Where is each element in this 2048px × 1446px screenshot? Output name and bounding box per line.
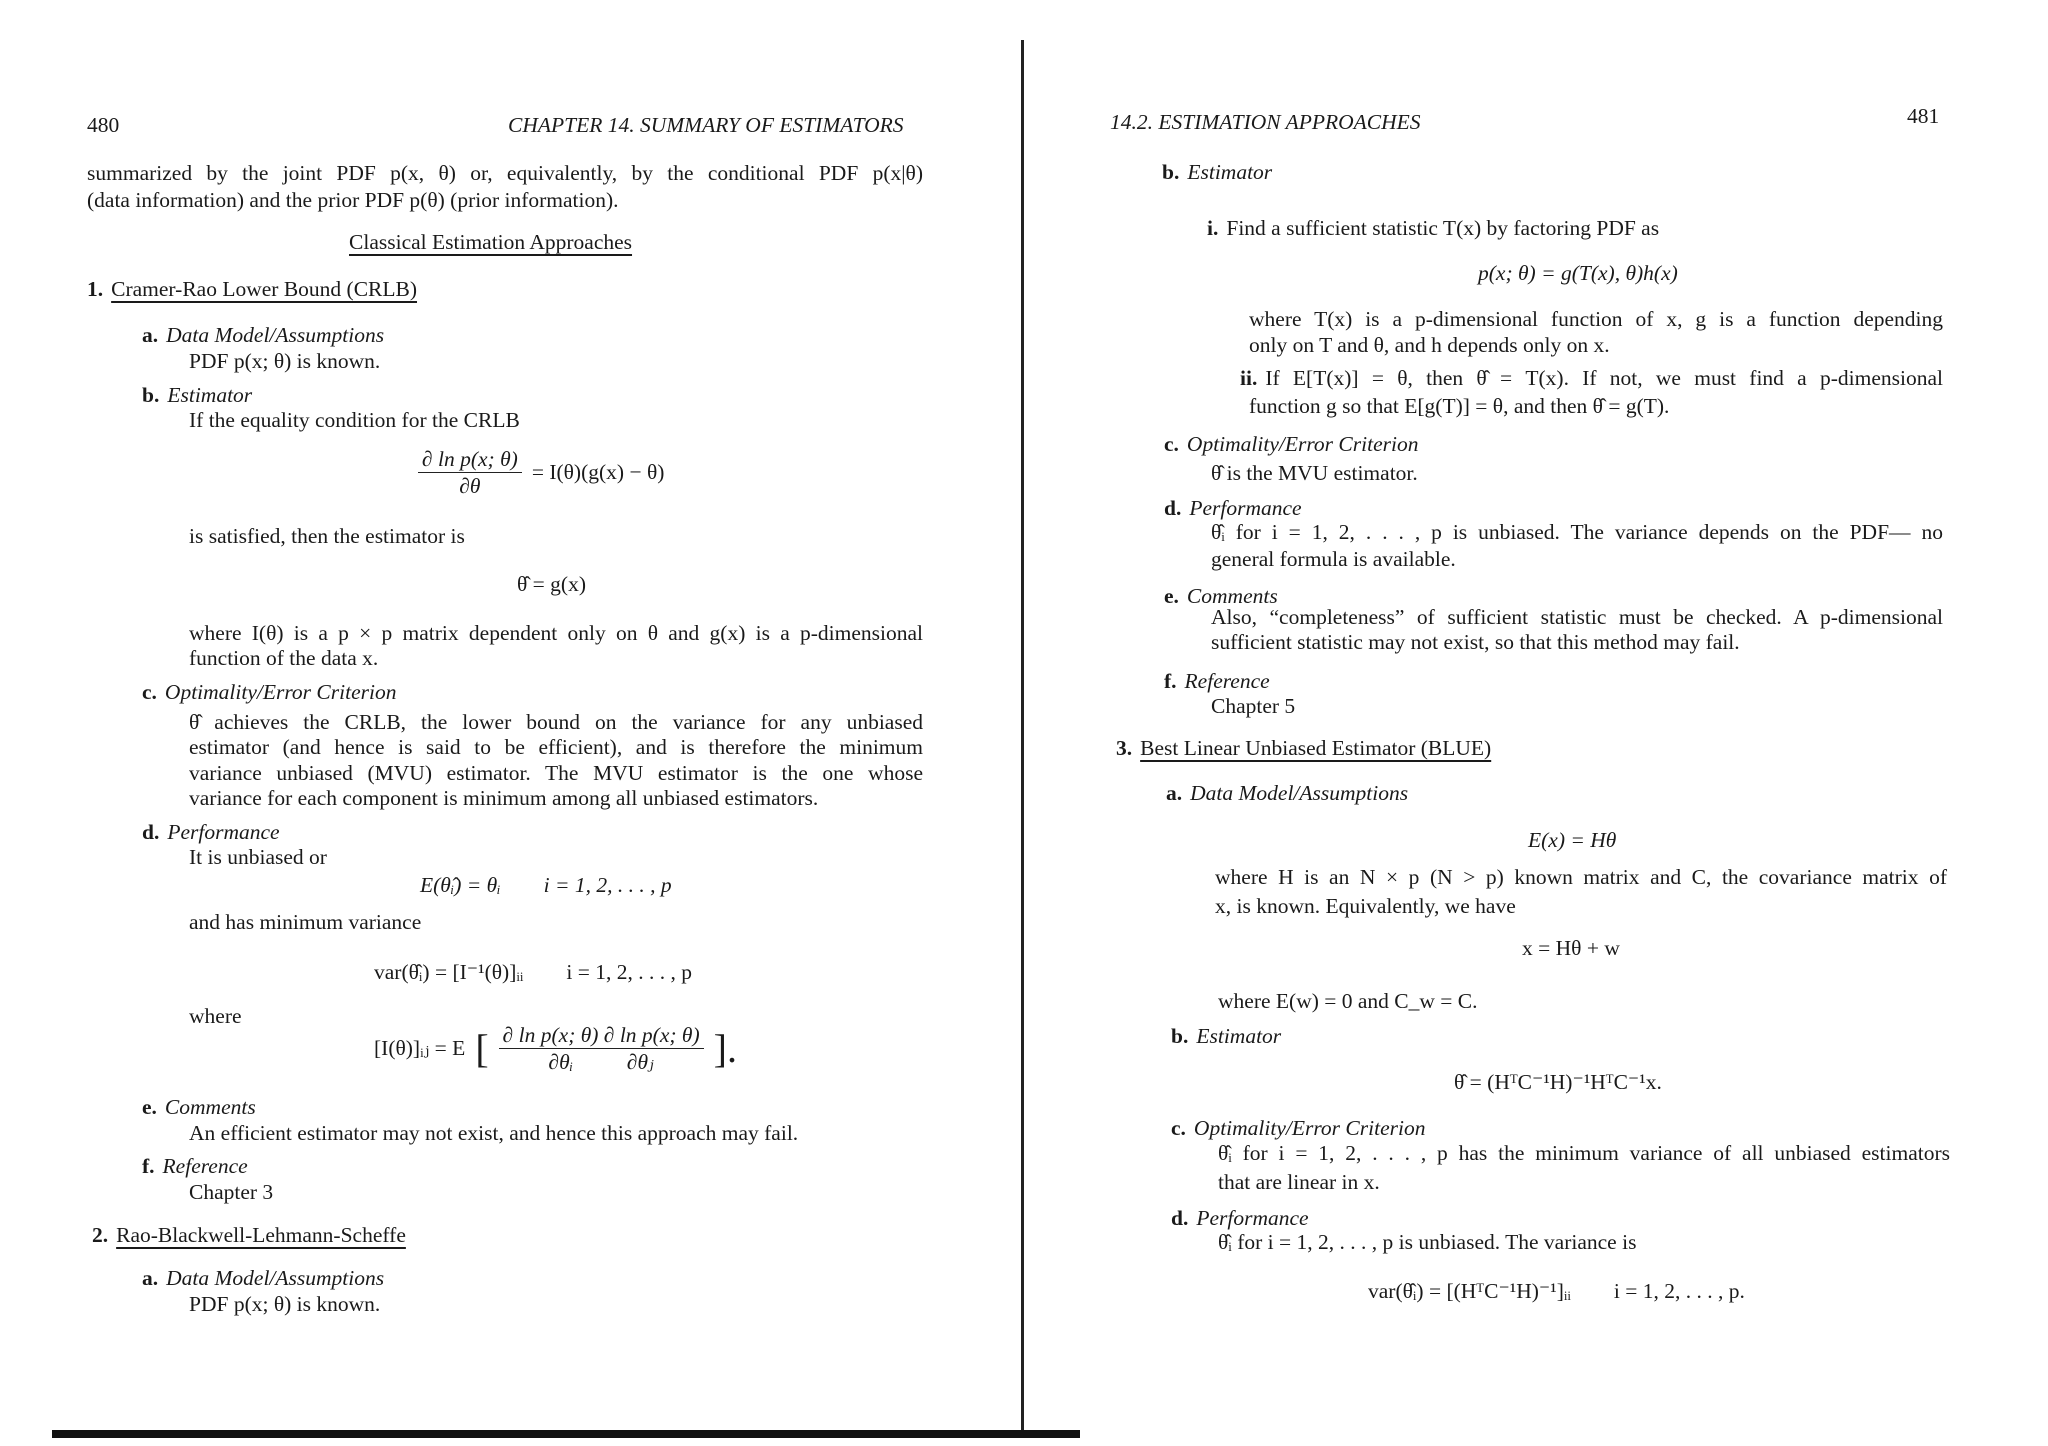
body-text: PDF p(x; θ) is known.: [189, 349, 381, 373]
body-text: is satisfied, then the estimator is: [189, 524, 465, 548]
method-title: Cramer-Rao Lower Bound (CRLB): [111, 277, 418, 301]
body-text: An efficient estimator may not exist, and hence this approach may fail.: [189, 1121, 799, 1145]
body-text: θ̂ᵢ for i = 1, 2, . . . , p is unbiased. The variance depends on the PDF— no: [1211, 520, 1943, 544]
body-text: Find a sufficient statistic T(x) by factoring PDF as: [1226, 216, 1660, 240]
sub-label: a.: [142, 323, 159, 347]
sub-title: Data Model/Assumptions: [1190, 781, 1409, 805]
sub-title: Performance: [1189, 496, 1302, 520]
equation: var(θ̂ᵢ) = [(HᵀC⁻¹H)⁻¹]ᵢᵢ i = 1, 2, . . . , p.: [1368, 1279, 1745, 1303]
body-text: θ̂ is the MVU estimator.: [1211, 461, 1418, 485]
body-text: only on T and θ, and h depends only on x.: [1249, 333, 1610, 357]
body-text: Also, “completeness” of sufficient statistic must be checked. A p-dimensional: [1211, 605, 1943, 629]
sub-label: d.: [1164, 496, 1182, 520]
body-text: where E(w) = 0 and C_w = C.: [1218, 989, 1478, 1013]
body-text: function of the data x.: [189, 646, 379, 670]
sub-title: Comments: [164, 1095, 256, 1119]
item-number: 3.: [1116, 736, 1133, 760]
page-number: 480: [87, 113, 120, 137]
method-title: Rao-Blackwell-Lehmann-Scheffe: [116, 1223, 406, 1247]
sub-label: ii.: [1240, 366, 1258, 390]
sub-title: Estimator: [1196, 1024, 1282, 1048]
body-text: Chapter 5: [1211, 694, 1296, 718]
sub-label: c.: [142, 680, 157, 704]
body-text: function g so that E[g(T)] = θ, and then θ̂ = g(T).: [1249, 394, 1670, 418]
sub-label: e.: [1164, 584, 1179, 608]
section-title: Classical Estimation Approaches: [349, 230, 633, 254]
sub-title: Reference: [1184, 669, 1270, 693]
sub-label: a.: [1166, 781, 1183, 805]
sub-label: a.: [142, 1266, 159, 1290]
book-spine-line: [1021, 40, 1024, 1430]
equation: θ̂ = g(x): [517, 572, 586, 596]
method-title: Best Linear Unbiased Estimator (BLUE): [1140, 736, 1492, 760]
intro-line: summarized by the joint PDF p(x, θ) or, equivalently, by the conditional PDF p(x|θ): [87, 161, 923, 185]
body-text: θ̂ᵢ for i = 1, 2, . . . , p has the minimum variance of all unbiased estimators: [1218, 1141, 1950, 1165]
item-number: 2.: [92, 1223, 109, 1247]
equation: E(θ̂ᵢ) = θᵢ i = 1, 2, . . . , p: [420, 873, 672, 897]
body-text: estimator (and hence is said to be efficient), and is therefore the minimum: [189, 735, 923, 759]
eq-denominator: ∂θ: [459, 474, 481, 498]
body-text: θ̂ achieves the CRLB, the lower bound on the variance for any unbiased: [189, 710, 923, 734]
body-text: It is unbiased or: [189, 845, 327, 869]
equation-crlb-equality: [418, 446, 664, 499]
body-text: where: [189, 1004, 242, 1028]
sub-label: c.: [1164, 432, 1179, 456]
sub-label: d.: [1171, 1206, 1189, 1230]
sub-title: Data Model/Assumptions: [166, 1266, 385, 1290]
body-text: If E[T(x)] = θ, then θ̂ = T(x). If not, we must find a p-dimensional: [1265, 366, 1943, 390]
equation: E(x) = Hθ: [1528, 828, 1617, 852]
sub-label: b.: [1171, 1024, 1189, 1048]
body-text: variance for each component is minimum among all unbiased estimators.: [189, 786, 819, 810]
sub-label: d.: [142, 820, 160, 844]
sub-label: f.: [142, 1154, 155, 1178]
body-text: variance unbiased (MVU) estimator. The MVU estimator is the one whose: [189, 761, 923, 785]
item-number: 1.: [87, 277, 104, 301]
eq-denominator: ∂θᵢ ∂θⱼ: [548, 1050, 654, 1074]
sub-label: f.: [1164, 669, 1177, 693]
sub-title: Optimality/Error Criterion: [164, 680, 397, 704]
equation: θ̂ = (HᵀC⁻¹H)⁻¹HᵀC⁻¹x.: [1454, 1070, 1662, 1094]
intro-line: (data information) and the prior PDF p(θ) (prior information).: [87, 188, 619, 212]
sub-label: i.: [1207, 216, 1219, 240]
body-text: where H is an N × p (N > p) known matrix and C, the covariance matrix of: [1215, 865, 1947, 889]
equation: var(θ̂ᵢ) = [I⁻¹(θ)]ᵢᵢ i = 1, 2, . . . , p: [374, 960, 692, 984]
body-text: PDF p(x; θ) is known.: [189, 1292, 381, 1316]
equation: p(x; θ) = g(T(x), θ)h(x): [1478, 261, 1678, 285]
running-head: 14.2. ESTIMATION APPROACHES: [1110, 110, 1421, 134]
running-head: CHAPTER 14. SUMMARY OF ESTIMATORS: [508, 113, 904, 137]
eq-lhs: [I(θ)]ᵢⱼ = E: [374, 1036, 466, 1060]
body-text: and has minimum variance: [189, 910, 422, 934]
equation-fisher-information: [I(θ)]ᵢⱼ = E [ $\frac{\text{∂ ln p(x; θ) ∂ ln p(x; θ)}}{\text{∂θᵢ ∂θⱼ}}$ ].: [374, 1023, 737, 1074]
sub-title: Estimator: [1187, 160, 1273, 184]
eq-rhs: = I(θ)(g(x) − θ): [531, 460, 665, 484]
sub-title: Performance: [1196, 1206, 1309, 1230]
body-text: Chapter 3: [189, 1180, 274, 1204]
page-number: 481: [1907, 104, 1940, 128]
sub-title: Comments: [1186, 584, 1278, 608]
eq-numerator: ∂ ln p(x; θ): [418, 446, 522, 473]
sub-title: Reference: [162, 1154, 248, 1178]
sub-label: b.: [1162, 160, 1180, 184]
body-text: that are linear in x.: [1218, 1170, 1380, 1194]
sub-title: Optimality/Error Criterion: [1193, 1116, 1426, 1140]
body-text: θ̂ᵢ for i = 1, 2, . . . , p is unbiased. The variance is: [1218, 1230, 1637, 1254]
body-text: If the equality condition for the CRLB: [189, 408, 520, 432]
body-text: x, is known. Equivalently, we have: [1215, 894, 1516, 918]
sub-title: Data Model/Assumptions: [166, 323, 385, 347]
body-text: general formula is available.: [1211, 547, 1456, 571]
body-text: where T(x) is a p-dimensional function of x, g is a function depending: [1249, 307, 1943, 331]
sub-label: b.: [142, 383, 160, 407]
body-text: where I(θ) is a p × p matrix dependent only on θ and g(x) is a p-dimensional: [189, 621, 923, 645]
sub-title: Optimality/Error Criterion: [1186, 432, 1419, 456]
sub-title: Performance: [167, 820, 280, 844]
sub-label: e.: [142, 1095, 157, 1119]
page-edge-shadow: [52, 1430, 1080, 1438]
body-text: sufficient statistic may not exist, so that this method may fail.: [1211, 630, 1740, 654]
sub-title: Estimator: [167, 383, 253, 407]
sub-label: c.: [1171, 1116, 1186, 1140]
eq-numerator: ∂ ln p(x; θ) ∂ ln p(x; θ): [499, 1022, 704, 1049]
equation: x = Hθ + w: [1522, 936, 1620, 960]
